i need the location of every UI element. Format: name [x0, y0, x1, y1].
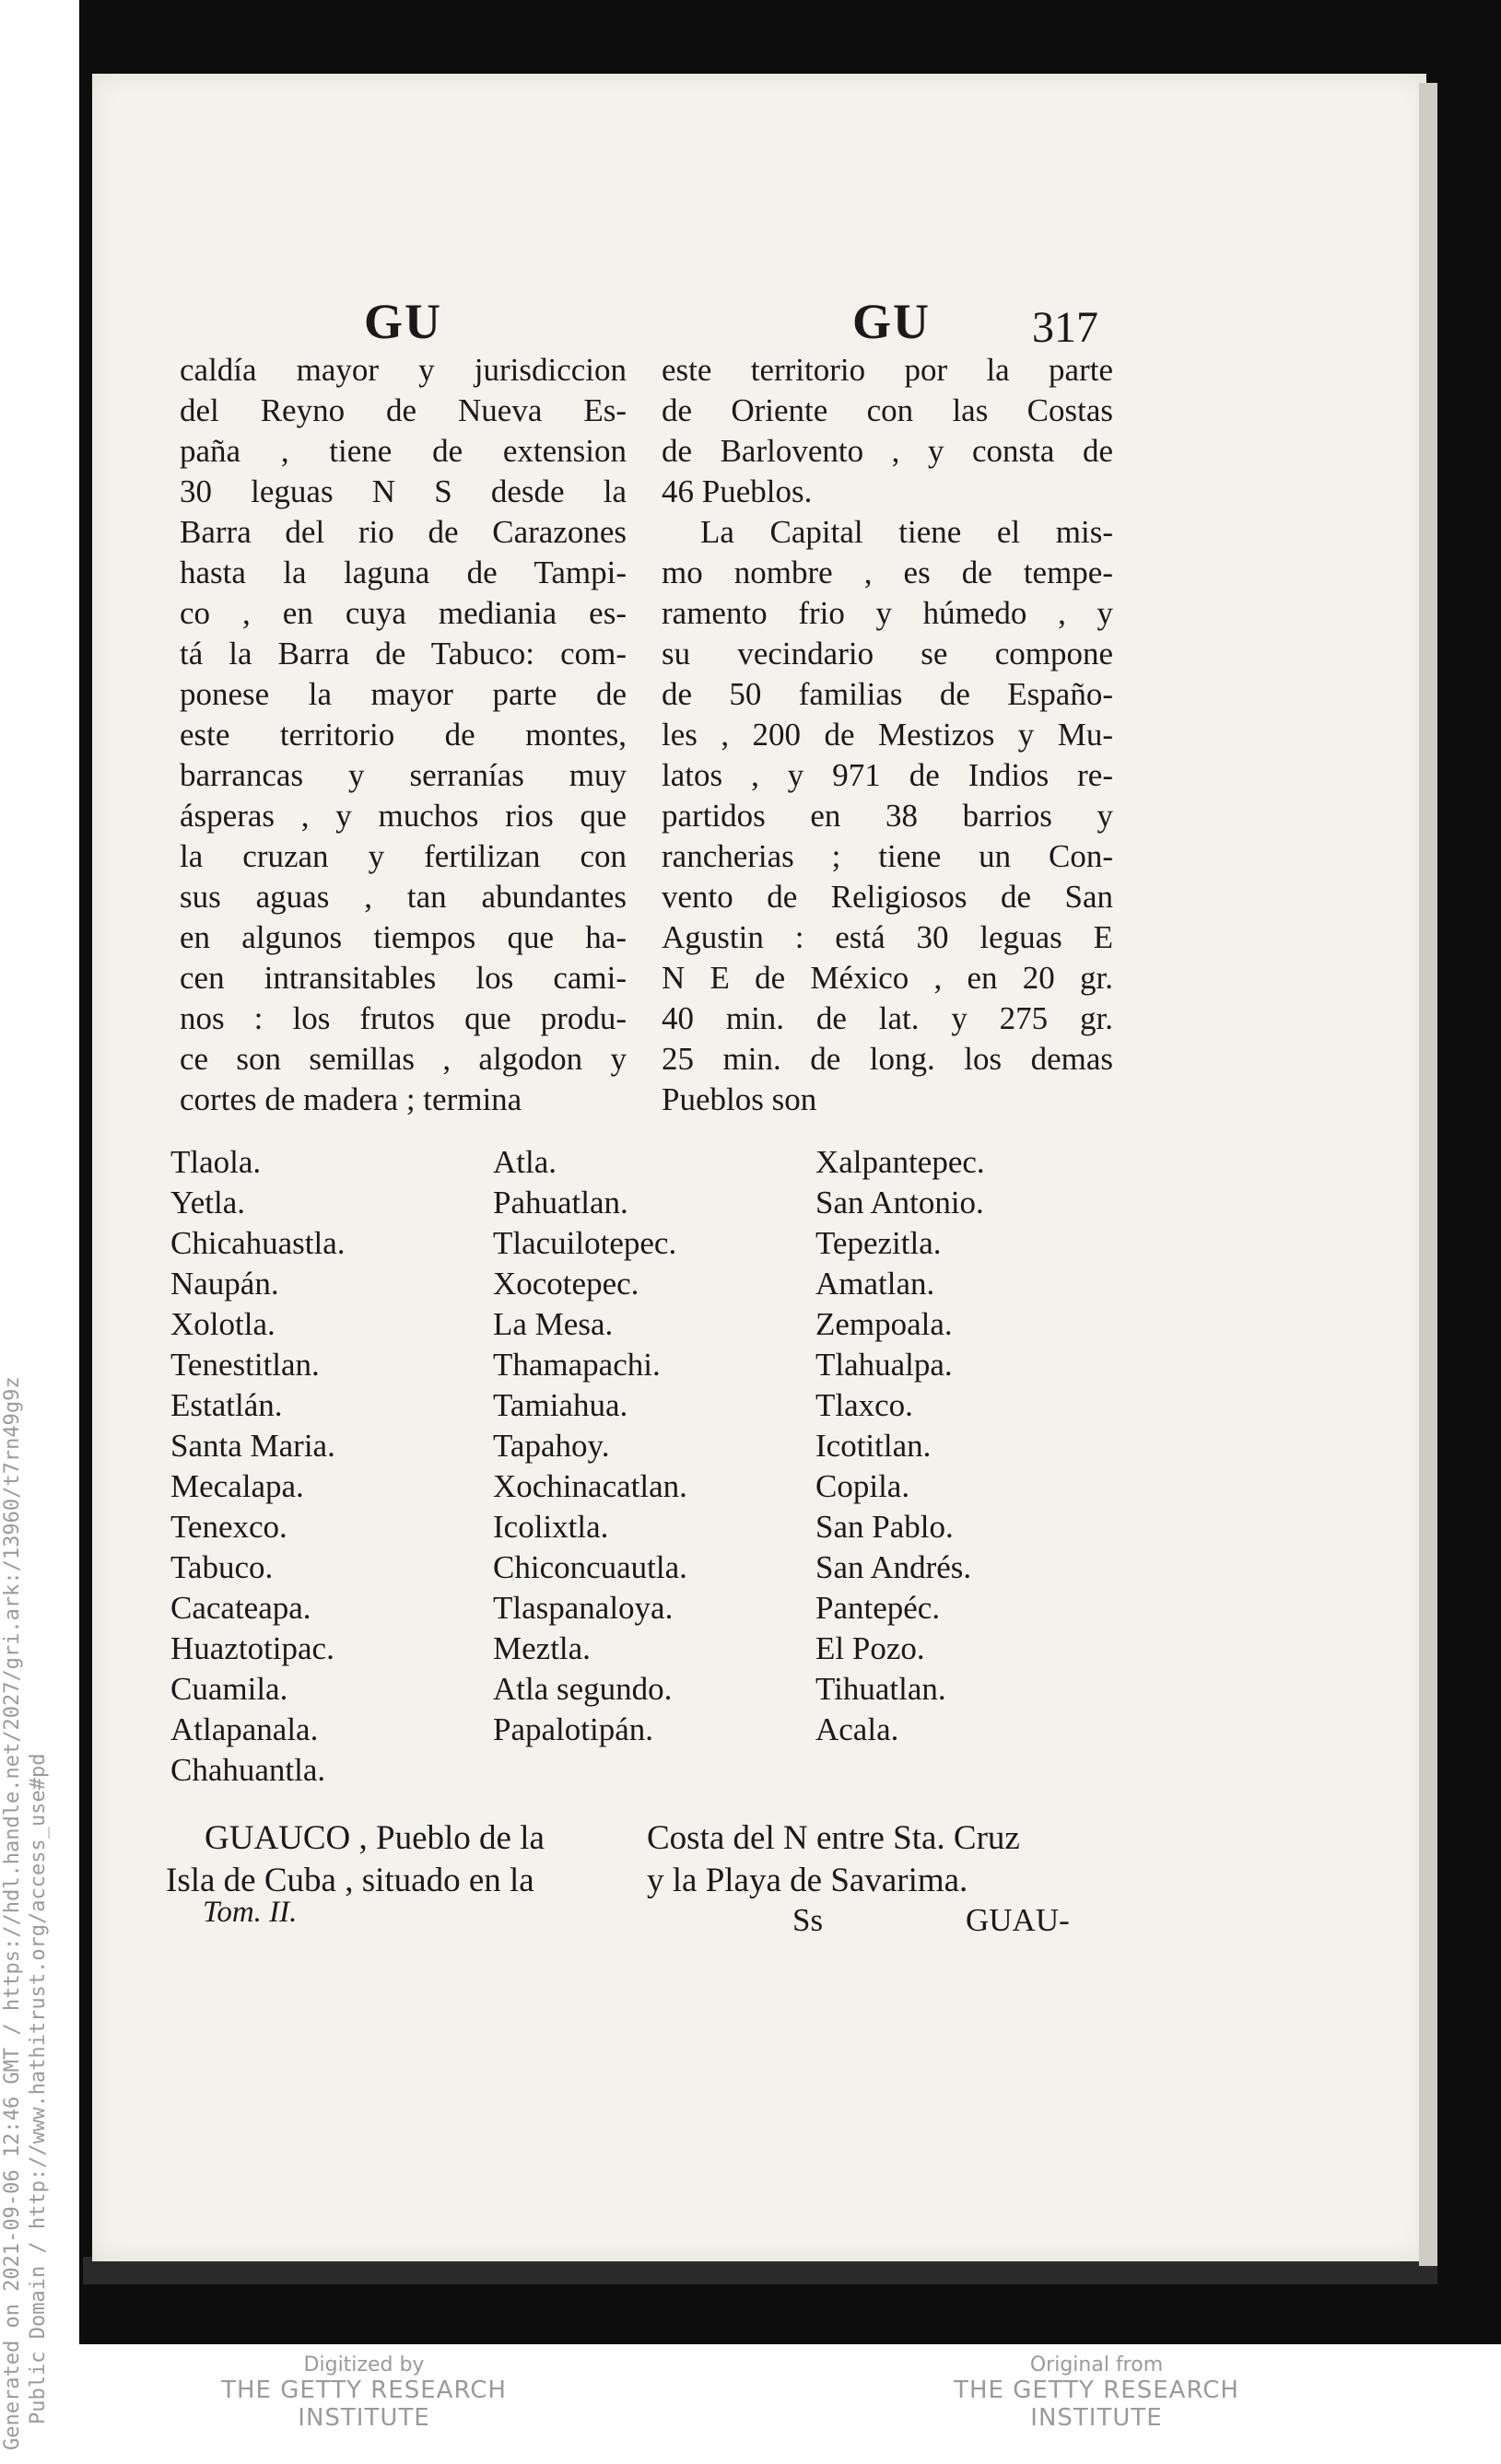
town-list-column-2 — [493, 1142, 687, 1750]
text-line: hasta la laguna de Tampi- — [180, 555, 627, 590]
town-name: El Pozo. — [815, 1630, 925, 1666]
town-name: Chicahuastla. — [170, 1225, 346, 1261]
text-line: les , 200 de Mestizos y Mu- — [662, 717, 1113, 753]
entry-line: y la Playa de Savarima. — [647, 1862, 968, 1899]
town-name: Yetla. — [170, 1185, 246, 1220]
town-list-column-3 — [815, 1142, 985, 1750]
text-line: sus aguas , tan abundantes — [180, 879, 627, 915]
text-line: mo nombre , es de tempe- — [662, 555, 1113, 590]
watermark-line-1: Generated on 2021-09-06 12:46 GMT / https://hdl.handle.net/2027/gri.ark:/13960/t7rn49g9z — [1, 1376, 24, 2450]
footer-left-institution: THE GETTY RESEARCH INSTITUTE — [221, 2376, 507, 2432]
page-edge — [1419, 83, 1437, 2266]
town-name: Tapahoy. — [493, 1428, 610, 1464]
text-line: este territorio de montes, — [180, 717, 627, 753]
town-name: Tepezitla. — [815, 1225, 942, 1261]
town-name: Pahuatlan. — [493, 1185, 628, 1220]
town-name: Tenexco. — [170, 1509, 287, 1545]
text-line: vento de Religiosos de San — [662, 879, 1113, 915]
town-name: Cuamila. — [170, 1671, 288, 1707]
entry-line: Costa del N entre Sta. Cruz — [647, 1819, 1020, 1857]
town-list-column-1 — [170, 1142, 346, 1791]
town-name: San Antonio. — [815, 1185, 984, 1220]
text-line: La Capital tiene el mis- — [700, 514, 1113, 550]
text-line: del Reyno de Nueva Es- — [180, 392, 627, 428]
town-name: Tlaspanaloya. — [493, 1590, 674, 1626]
text-line: en algunos tiempos que ha- — [180, 919, 627, 955]
catchword: GUAU- — [966, 1902, 1070, 1938]
town-name: Atla. — [493, 1144, 557, 1180]
town-name: Huaztotipac. — [170, 1630, 334, 1666]
town-name: Xolotla. — [170, 1306, 276, 1342]
footer-left-small: Digitized by — [303, 2353, 425, 2376]
text-line: Agustin : está 30 leguas E — [662, 919, 1113, 955]
volume-label: Tom. II. — [203, 1896, 298, 1929]
text-line: nos : los frutos que produ- — [180, 1000, 627, 1036]
town-name: Tihuatlan. — [815, 1671, 946, 1707]
text-line: de Oriente con las Costas — [662, 392, 1113, 428]
town-name: Xocotepec. — [493, 1266, 639, 1302]
text-line: 46 Pueblos. — [662, 473, 813, 509]
right-running-head: GU — [852, 294, 931, 349]
text-line: cen intransitables los cami- — [180, 960, 627, 996]
text-line: tá la Barra de Tabuco: com- — [180, 636, 627, 671]
entry-line: Isla de Cuba , situado en la — [166, 1862, 534, 1899]
town-name: Thamapachi. — [493, 1347, 661, 1383]
left-running-head: GU — [364, 294, 442, 349]
text-line: de 50 familias de Españo- — [662, 676, 1113, 712]
town-name: Zempoala. — [815, 1306, 953, 1342]
text-line: Barra del rio de Carazones — [180, 514, 627, 550]
entry-guauco-left — [166, 1817, 545, 1902]
town-name: Amatlan. — [815, 1266, 935, 1302]
town-name: Santa Maria. — [170, 1428, 335, 1464]
text-line: ramento frio y húmedo , y — [662, 595, 1113, 631]
text-line: su vecindario se compone — [662, 636, 1113, 671]
text-line: N E de México , en 20 gr. — [662, 960, 1113, 996]
signature-mark: Ss — [792, 1902, 824, 1938]
town-name: Tlaxco. — [815, 1387, 913, 1423]
town-name: Icotitlan. — [815, 1428, 932, 1464]
town-name: Copila. — [815, 1468, 910, 1504]
text-line: ponese la mayor parte de — [180, 676, 627, 712]
town-name: Tamiahua. — [493, 1387, 628, 1423]
footer-right-small: Original from — [1029, 2353, 1164, 2376]
page-number: 317 — [1032, 303, 1098, 352]
text-line: caldía mayor y jurisdiccion — [180, 352, 627, 388]
text-line: co , en cuya mediania es- — [180, 595, 627, 631]
text-line: 25 min. de long. los demas — [662, 1041, 1113, 1077]
town-name: Xalpantepec. — [815, 1144, 985, 1180]
entry-guauco-right — [647, 1817, 1020, 1902]
hathitrust-watermark — [0, 1376, 52, 2450]
text-line: la cruzan y fertilizan con — [180, 838, 627, 874]
text-line: ce son semillas , algodon y — [180, 1041, 627, 1077]
town-name: Pantepéc. — [815, 1590, 941, 1626]
town-name: Tabuco. — [170, 1549, 274, 1585]
text-line: cortes de madera ; termina — [180, 1081, 522, 1117]
town-name: La Mesa. — [493, 1306, 614, 1342]
left-text-column — [180, 350, 627, 1120]
town-name: Tlahualpa. — [815, 1347, 953, 1383]
text-line: Pueblos son — [662, 1081, 817, 1117]
town-name: Meztla. — [493, 1630, 591, 1666]
footer-original-from — [903, 2353, 1290, 2432]
town-name: Icolixtla. — [493, 1509, 609, 1545]
text-line: partidos en 38 barrios y — [662, 798, 1113, 834]
text-line: este territorio por la parte — [662, 352, 1113, 388]
text-line: ásperas , y muchos rios que — [180, 798, 627, 834]
text-line: latos , y 971 de Indios re- — [662, 757, 1113, 793]
text-line: rancherias ; tiene un Con- — [662, 838, 1113, 874]
town-name: Naupán. — [170, 1266, 279, 1302]
town-name: Mecalapa. — [170, 1468, 304, 1504]
town-name: Tlacuilotepec. — [493, 1225, 677, 1261]
town-name: Papalotipán. — [493, 1711, 653, 1747]
text-line: barrancas y serranías muy — [180, 757, 627, 793]
town-name: Atlapanala. — [170, 1711, 319, 1747]
town-name: San Pablo. — [815, 1509, 954, 1545]
town-name: San Andrés. — [815, 1549, 972, 1585]
watermark-line-2: Public Domain / http://www.hathitrust.org/access_use#pd — [27, 1753, 50, 2424]
town-name: Cacateapa. — [170, 1590, 311, 1626]
town-name: Atla segundo. — [493, 1671, 673, 1707]
text-line: 30 leguas N S desde la — [180, 473, 627, 509]
footer-digitized-by — [170, 2353, 557, 2432]
town-name: Tlaola. — [170, 1144, 262, 1180]
text-line: 40 min. de lat. y 275 gr. — [662, 1000, 1113, 1036]
town-name: Tenestitlan. — [170, 1347, 320, 1383]
town-name: Chahuantla. — [170, 1752, 326, 1788]
town-name: Xochinacatlan. — [493, 1468, 687, 1504]
text-line: paña , tiene de extension — [180, 433, 627, 469]
right-text-column — [662, 350, 1113, 1120]
town-name: Acala. — [815, 1711, 899, 1747]
entry-line: GUAUCO , Pueblo de la — [205, 1819, 545, 1857]
town-name: Chiconcuautla. — [493, 1549, 687, 1585]
town-name: Estatlán. — [170, 1387, 283, 1423]
footer-right-institution: THE GETTY RESEARCH INSTITUTE — [954, 2376, 1239, 2432]
text-line: de Barlovento , y consta de — [662, 433, 1113, 469]
